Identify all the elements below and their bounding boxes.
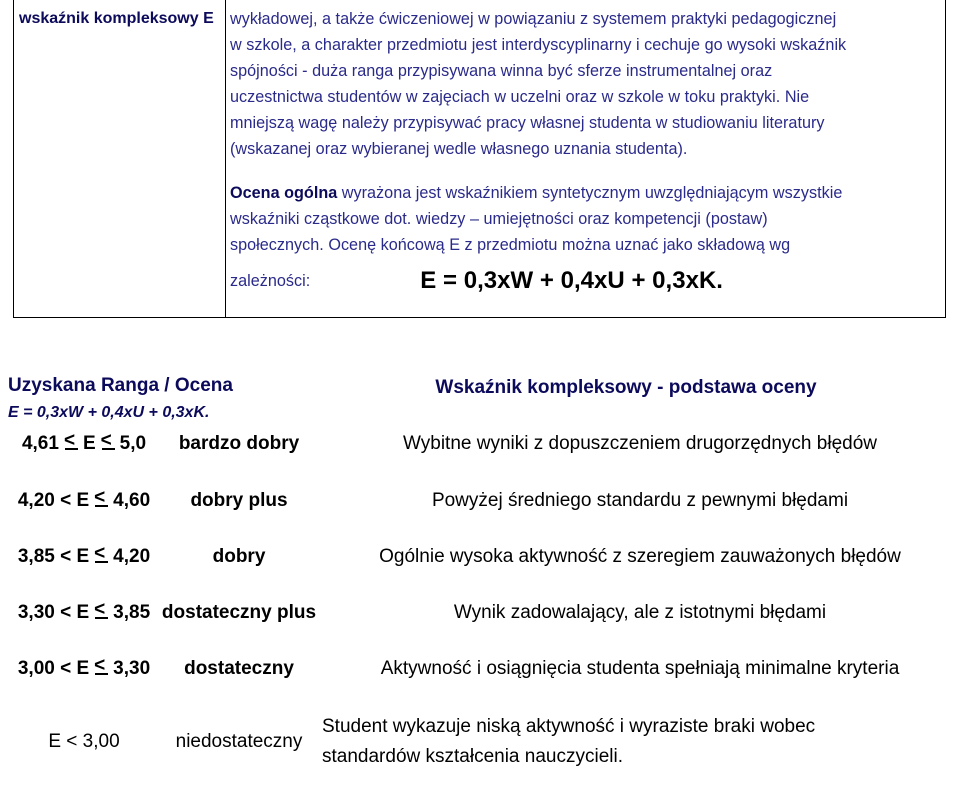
criterion-description (230, 6, 940, 294)
range-lower: 4,20 < (17, 490, 72, 511)
header-formula: E = 0,3xW + 0,4xU + 0,3xK. (8, 404, 210, 421)
grade-name: dostateczny (184, 658, 294, 679)
description-line-1: Student wykazuje niską aktywność i wyraziste braki wobec (322, 716, 816, 737)
description-line: (wskazanej oraz wybieranej wedle własnego uznania studenta). (230, 140, 688, 158)
overall-grade-line (230, 180, 940, 206)
final-grade-formula: E = 0,3xW + 0,4xU + 0,3xK. (420, 267, 723, 294)
range-upper: 4,20 (113, 546, 151, 567)
criterion-label: wskaźnik kompleksowy E (19, 10, 214, 27)
grade-range: E < 3,00 (48, 731, 120, 752)
range-upper: 3,30 (113, 658, 151, 679)
range-lower: 3,00 < (17, 658, 72, 679)
description-line: spójności - duża ranga przypisywana winna być sferze instrumentalnej oraz (230, 62, 773, 80)
grade-description (322, 712, 952, 772)
description-line: wykładowej, a także ćwiczeniowej w powiązaniu z systemem praktyki pedagogicznej (230, 10, 837, 28)
less-or-equal-icon (93, 547, 109, 563)
grade-description: Powyżej średniego standardu z pewnymi błędami (431, 490, 849, 511)
less-or-equal-icon (93, 659, 109, 675)
less-or-equal-icon (93, 491, 109, 507)
grade-range: 3,00 < E< 3,30 (8, 657, 160, 681)
header-basis: Wskaźnik kompleksowy - podstawa oceny (435, 377, 817, 398)
overall-grade-line-2: wskaźniki cząstkowe dot. wiedzy – umiejętności oraz kompetencji (postaw) (230, 210, 768, 228)
description-line: w szkole, a charakter przedmiotu jest interdyscyplinarny i cechuje go wysoki wskaźnik (230, 36, 847, 54)
formula-label: zależności: (230, 272, 311, 290)
description-line-2: standardów kształcenia nauczycieli. (322, 746, 623, 767)
grade-range: 3,85 < E< 4,20 (8, 545, 160, 569)
grade-description: Wybitne wyniki z dopuszczeniem drugorzędnych błędów (402, 433, 877, 454)
less-or-equal-icon (93, 603, 109, 619)
grade-description: Ogólnie wysoka aktywność z szeregiem zauważonych błędów (379, 546, 901, 567)
range-lower: 4,61 (21, 433, 59, 454)
range-lower: 3,30 < (17, 602, 72, 623)
description-line: uczestnictwa studentów w zajęciach w uczelni oraz w szkole w toku praktyki. Nie (230, 88, 810, 106)
description-line: mniejszą wagę należy przypisywać pracy własnej studenta w studiowaniu literatury (230, 114, 825, 132)
grade-name: niedostateczny (175, 731, 303, 752)
grade-range: 4,20 < E< 4,60 (8, 489, 160, 513)
range-upper: 3,85 (113, 602, 151, 623)
criteria-table (13, 0, 946, 318)
less-or-equal-icon (100, 434, 116, 450)
grade-description: Aktywność i osiągnięcia studenta spełniają minimalne kryteria (380, 658, 900, 679)
grade-description: Wynik zadowalający, ale z istotnymi błędami (453, 602, 827, 623)
grade-name: bardzo dobry (178, 433, 300, 454)
range-lower: 3,85 < (17, 546, 72, 567)
range-upper: 5,0 (119, 433, 147, 454)
grade-range: 3,30 < E< 3,85 (8, 601, 160, 625)
less-or-equal-icon (63, 434, 79, 450)
grade-range: 4,61< E< 5,0 (8, 432, 160, 456)
grade-name: dobry (212, 546, 266, 567)
grade-name: dostateczny plus (161, 602, 317, 623)
overall-grade-heading: Ocena ogólna (230, 184, 338, 202)
grade-name: dobry plus (190, 490, 288, 511)
formula-line (230, 258, 940, 294)
overall-grade-text: wyrażona jest wskaźnikiem syntetycznym uwzględniającym wszystkie (337, 184, 843, 202)
header-range: Uzyskana Ranga / Ocena (8, 375, 233, 396)
column-divider (225, 0, 226, 318)
range-upper: 4,60 (113, 490, 151, 511)
overall-grade-line-3: społecznych. Ocenę końcową E z przedmiotu można uznać jako składową wg (230, 236, 791, 254)
